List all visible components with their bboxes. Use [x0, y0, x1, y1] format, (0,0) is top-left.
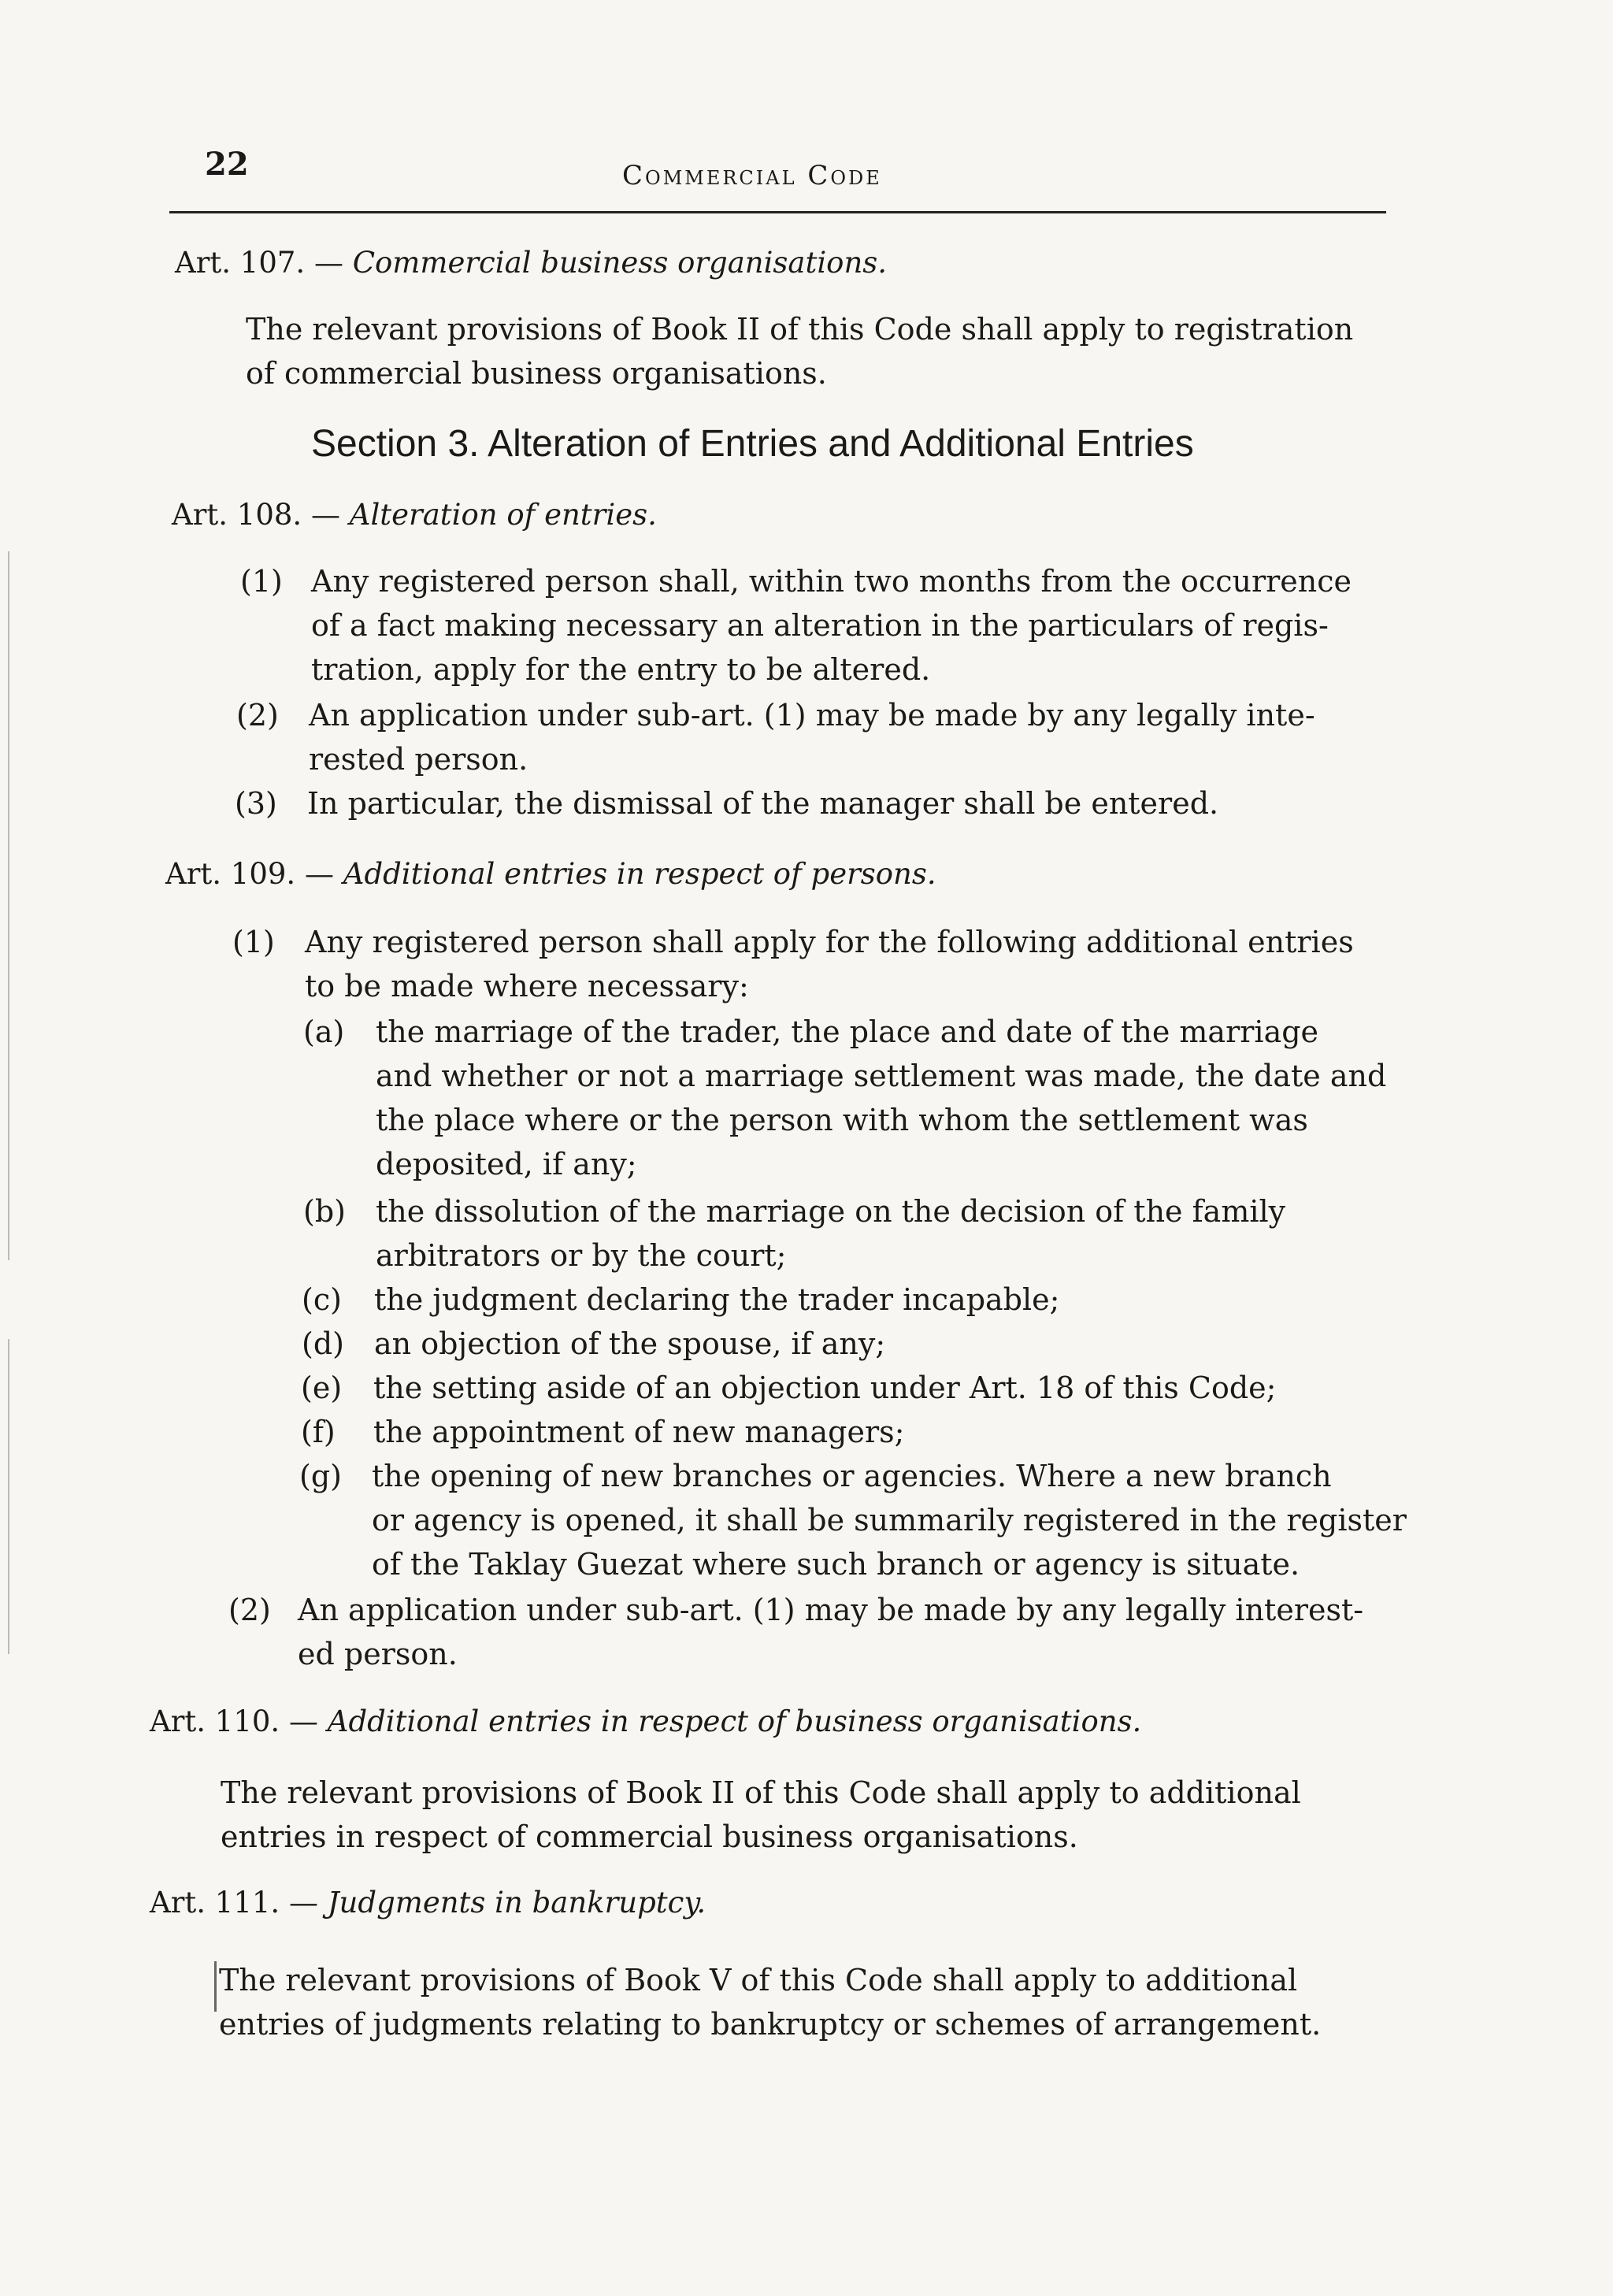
item-label: (3) [235, 786, 277, 821]
article-107-heading: Art. 107. — Commercial business organisations. [175, 246, 888, 280]
article-110-body [221, 1771, 1301, 1859]
text-line: the dissolution of the marriage on the decision of the family [376, 1194, 1286, 1229]
article-110-heading: Art. 110. — Additional entries in respect of business organisations. [150, 1704, 1142, 1738]
item-label: (1) [232, 925, 275, 959]
article-title: Alteration of entries. [349, 498, 657, 532]
text-line: ed person. [298, 1637, 458, 1671]
page-header [158, 146, 1386, 209]
item-label: (a) [303, 1014, 345, 1049]
article-107-body [246, 307, 1353, 395]
item-label: (2) [236, 698, 279, 733]
article-108-heading: Art. 108. — Alteration of entries. [172, 498, 657, 532]
article-title: Additional entries in respect of business organisations. [327, 1704, 1142, 1738]
text-line: to be made where necessary: [305, 969, 749, 1003]
margin-mark [214, 1961, 217, 2012]
running-title: Commercial Code [622, 160, 882, 191]
item-label: (g) [299, 1459, 342, 1493]
text-line: the appointment of new managers; [373, 1415, 905, 1449]
text-line: Any registered person shall, within two months from the occurrence [311, 564, 1352, 599]
article-title: Commercial business organisations. [352, 246, 888, 280]
text-line: Any registered person shall apply for the following additional entries [305, 925, 1354, 959]
item-label: (f) [301, 1415, 336, 1449]
item-label: (b) [303, 1194, 346, 1229]
item-label: (e) [301, 1371, 343, 1405]
article-111-body [219, 1958, 1321, 2046]
text-line: entries of judgments relating to bankruptcy or schemes of arrangement. [219, 2007, 1322, 2042]
text-line: the marriage of the trader, the place and date of the marriage [376, 1014, 1319, 1049]
scan-edge-artifact [8, 551, 9, 1260]
text-line: deposited, if any; [376, 1147, 637, 1181]
text-line: of a fact making necessary an alteration in the particulars of regis- [311, 608, 1329, 643]
header-rule [169, 211, 1386, 213]
article-label: Art. 107. [175, 246, 306, 280]
text-line: entries in respect of commercial business organisations. [221, 1819, 1078, 1854]
section-heading: Section 3. Alteration of Entries and Additional Entries [311, 423, 1194, 465]
item-label: (1) [240, 564, 283, 599]
article-label: Art. 110. [150, 1704, 280, 1738]
text-line: tration, apply for the entry to be altered. [311, 652, 931, 687]
article-111-heading: Art. 111. — Judgments in bankruptcy. [150, 1886, 706, 1920]
item-label: (c) [302, 1282, 342, 1317]
text-line: An application under sub-art. (1) may be made by any legally interest- [298, 1593, 1364, 1627]
item-label: (d) [302, 1326, 344, 1361]
text-line: of the Taklay Guezat where such branch or agency is situate. [372, 1547, 1300, 1582]
article-title: Judgments in bankruptcy. [327, 1886, 706, 1920]
text-line: the judgment declaring the trader incapable; [374, 1282, 1060, 1317]
article-label: Art. 111. [150, 1886, 280, 1920]
article-109-heading: Art. 109. — Additional entries in respect of persons. [165, 857, 936, 891]
text-line: or agency is opened, it shall be summarily registered in the register [372, 1503, 1407, 1537]
text-line: In particular, the dismissal of the manager shall be entered. [307, 786, 1219, 821]
article-title: Additional entries in respect of persons. [343, 857, 936, 891]
text-line: of commercial business organisations. [246, 356, 827, 391]
article-label: Art. 109. [165, 857, 296, 891]
item-label: (2) [228, 1593, 271, 1627]
scan-edge-artifact [8, 1339, 9, 1654]
text-line: the setting aside of an objection under Art. 18 of this Code; [373, 1371, 1277, 1405]
text-line: The relevant provisions of Book V of this Code shall apply to additional [219, 1963, 1298, 1997]
text-line: The relevant provisions of Book II of this Code shall apply to registration [246, 312, 1354, 347]
text-line: an objection of the spouse, if any; [374, 1326, 886, 1361]
text-line: An application under sub-art. (1) may be made by any legally inte- [309, 698, 1315, 733]
text-line: the opening of new branches or agencies. Where a new branch [372, 1459, 1332, 1493]
text-line: and whether or not a marriage settlement was made, the date and [376, 1059, 1387, 1093]
text-line: the place where or the person with whom the settlement was [376, 1103, 1308, 1137]
text-line: rested person. [309, 742, 528, 777]
text-line: arbitrators or by the court; [376, 1238, 787, 1273]
page-number: 22 [205, 146, 249, 183]
text-line: The relevant provisions of Book II of this Code shall apply to additional [221, 1775, 1301, 1810]
article-label: Art. 108. [172, 498, 302, 532]
